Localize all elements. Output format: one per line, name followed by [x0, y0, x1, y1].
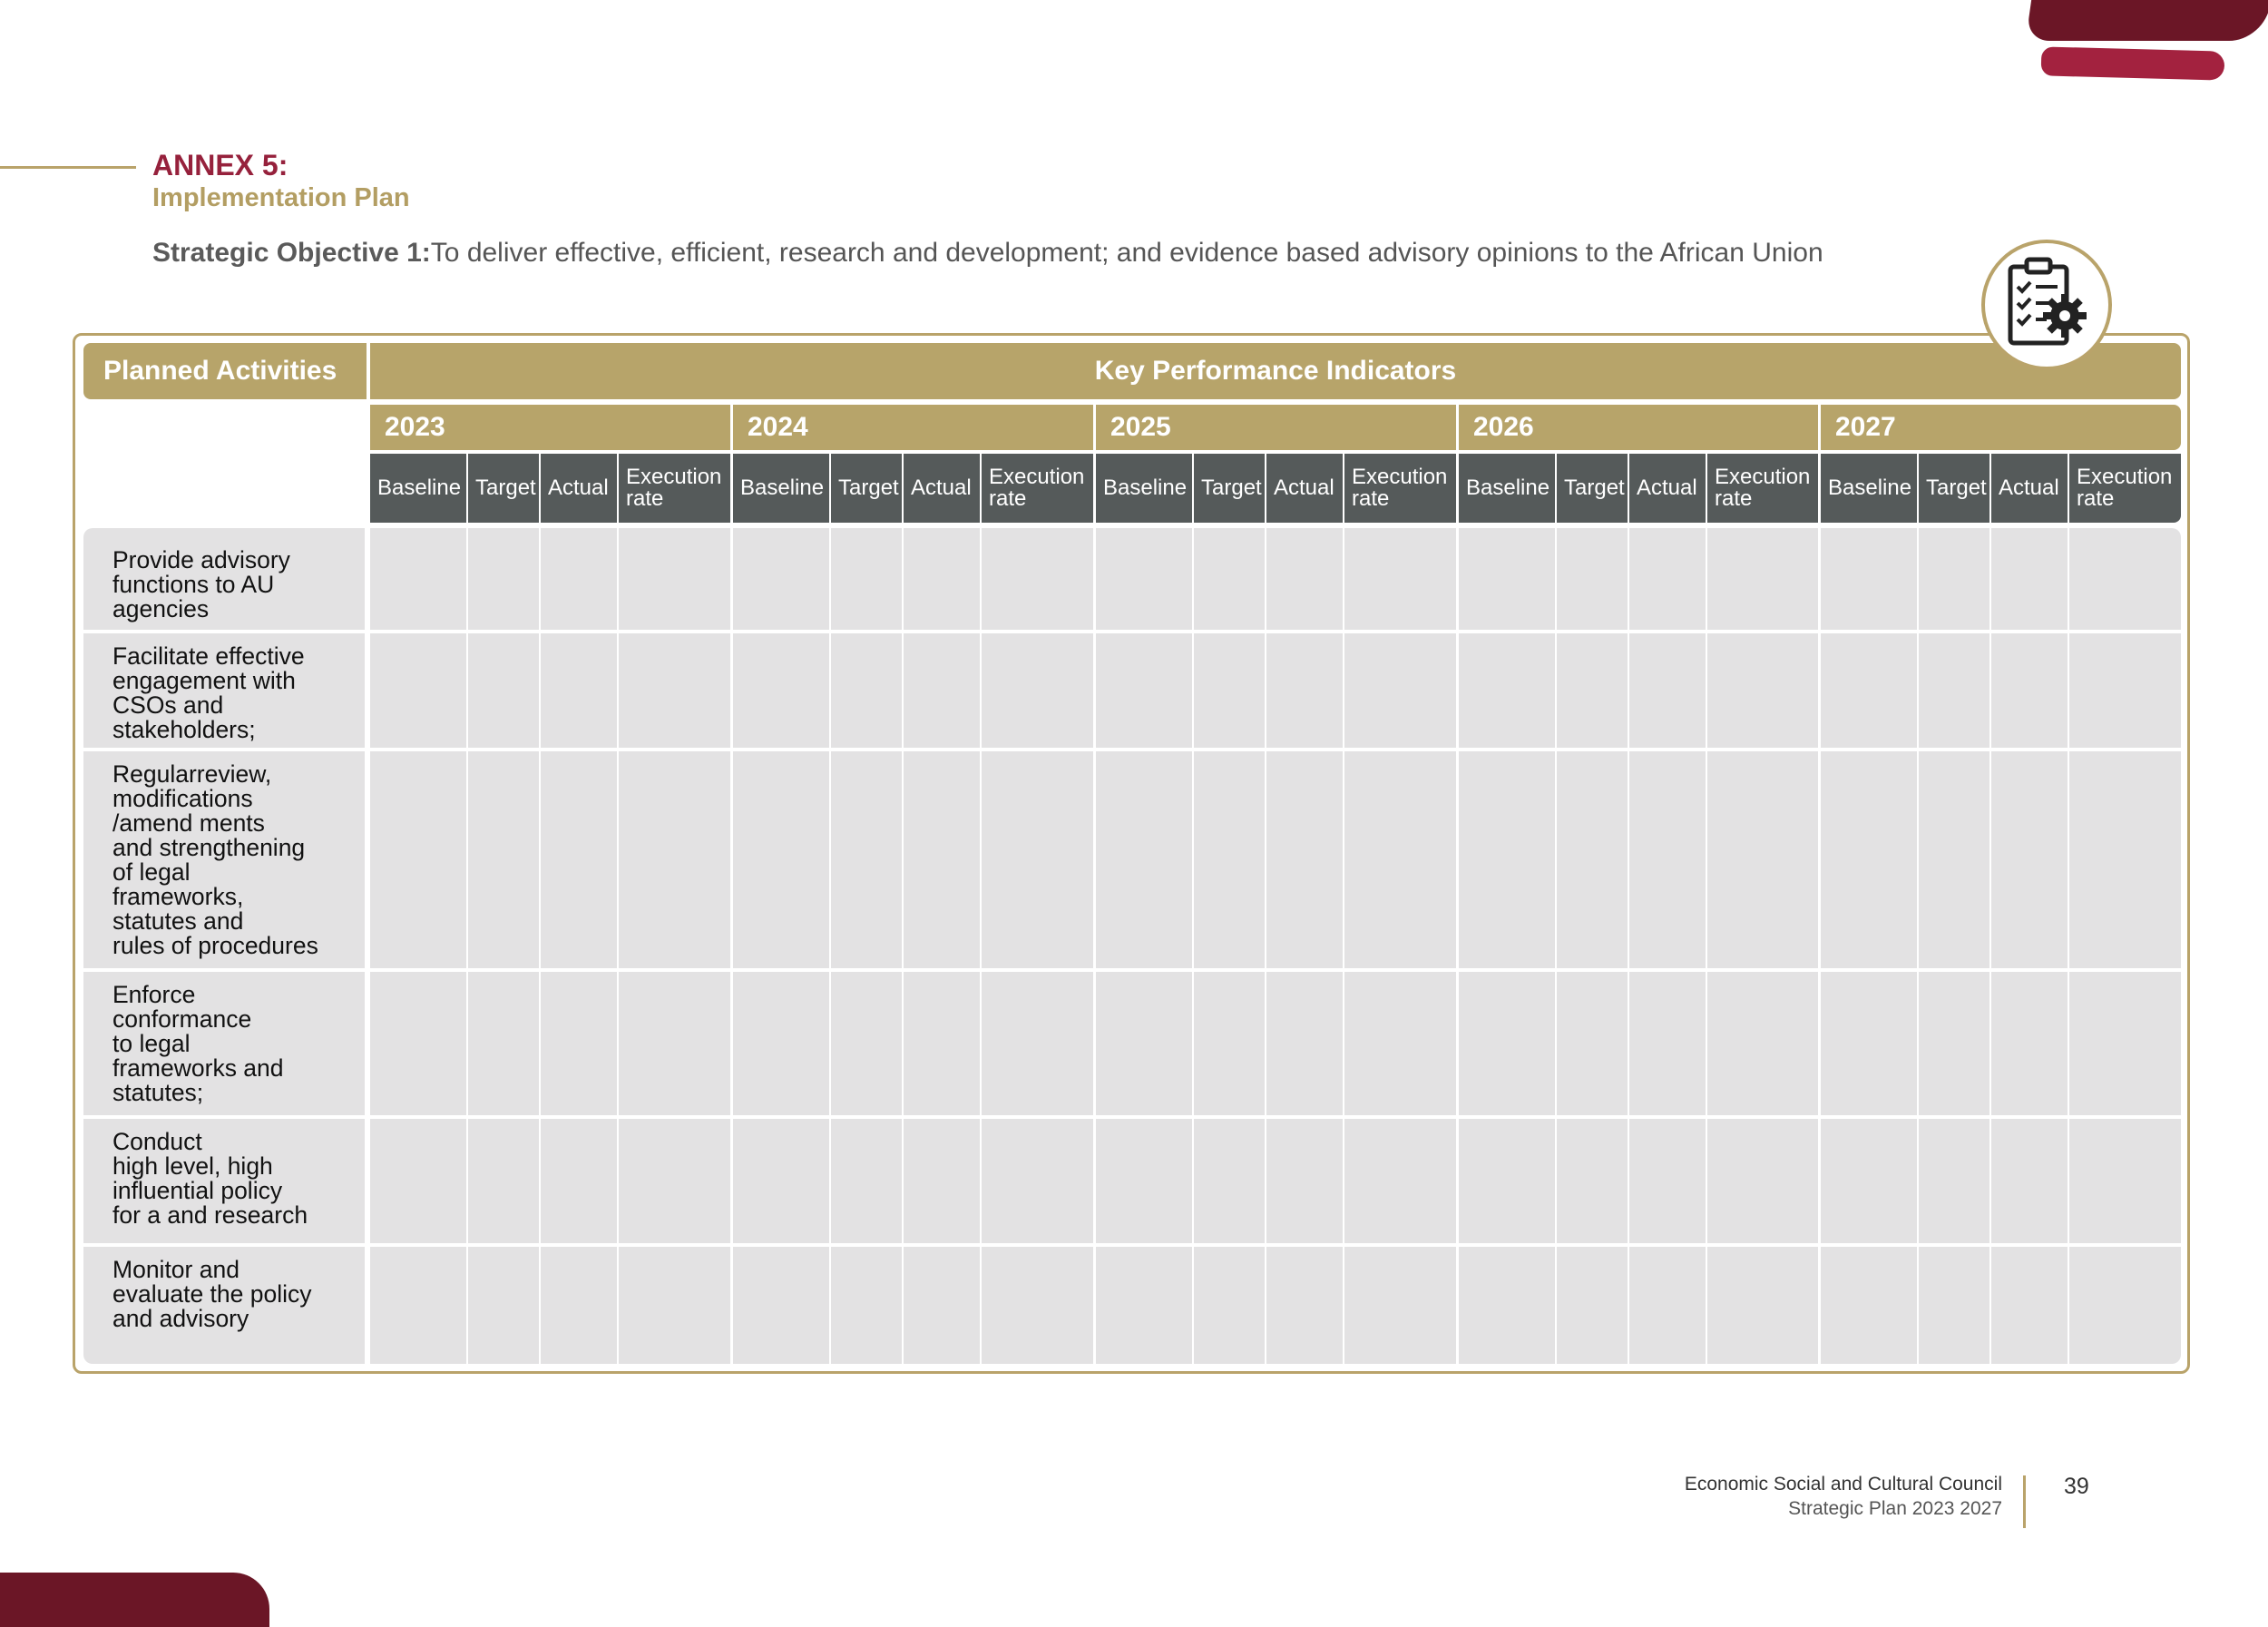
subheader-label: Baseline [1466, 475, 1550, 500]
kpi-data-cell [541, 528, 617, 630]
kpi-data-cell [619, 528, 730, 630]
kpi-data-cell [1557, 1119, 1628, 1243]
kpi-data-cell [1459, 633, 1555, 748]
kpi-data-cell [1096, 528, 1192, 630]
kpi-data-cell [1629, 751, 1706, 968]
kpi-data-cell [831, 528, 902, 630]
kpi-data-cell [733, 1247, 829, 1364]
subheader-label: Actual [1274, 475, 1334, 500]
kpi-data-cell [541, 633, 617, 748]
kpi-data-cell [1991, 1119, 2068, 1243]
kpi-data-cell [1096, 972, 1192, 1115]
kpi-data-cell [1821, 751, 1917, 968]
kpi-data-cell [541, 1247, 617, 1364]
objective-label: Strategic Objective 1: [152, 238, 431, 268]
strategic-objective [152, 238, 1823, 269]
kpi-data-cell [619, 633, 730, 748]
kpi-data-cell [1459, 972, 1555, 1115]
kpi-data-cell [370, 1119, 466, 1243]
subheader-label: Actual [1999, 475, 2059, 500]
kpi-data-cell [541, 751, 617, 968]
planned-activity-cell: Provide advisory functions to AU agencies [83, 528, 365, 630]
kpi-data-cell [468, 751, 539, 968]
year-header: 2026 [1459, 405, 1818, 450]
subheader-label: Baseline [740, 475, 825, 500]
subheader-actual [904, 454, 980, 523]
kpi-data-cell [1266, 972, 1343, 1115]
kpi-data-cell [1919, 1247, 1989, 1364]
year-header: 2023 [370, 405, 730, 450]
kpi-data-cell [541, 972, 617, 1115]
objective-text: To deliver effective, efficient, research and development; and evidence based advisory opinions to the African Union [430, 238, 1823, 268]
kpi-data-cell [2069, 751, 2181, 968]
kpi-data-cell [831, 633, 902, 748]
subheader-target [1919, 454, 1989, 523]
kpi-data-cell [1707, 633, 1818, 748]
subheader-label: Target [838, 475, 899, 500]
kpi-data-cell [1821, 528, 1917, 630]
kpi-data-cell [733, 972, 829, 1115]
kpi-data-cell [619, 972, 730, 1115]
kpi-data-cell [1194, 633, 1265, 748]
subheader-actual [541, 454, 617, 523]
kpi-data-cell [982, 528, 1093, 630]
kpi-data-cell [1096, 1247, 1192, 1364]
kpi-data-cell [1557, 528, 1628, 630]
subheader-label: Execution rate [1352, 465, 1448, 511]
subheader-label: Baseline [377, 475, 462, 500]
kpi-data-cell [831, 1247, 902, 1364]
footer-divider [2023, 1475, 2026, 1528]
subheader-execution-rate [1707, 454, 1818, 523]
subheader-target [1557, 454, 1628, 523]
kpi-data-cell [982, 1119, 1093, 1243]
planned-activity-cell: Regularreview, modifications /amend ments and strengthening of legal frameworks, statutes and rules of procedures [83, 751, 365, 968]
kpi-data-cell [1194, 528, 1265, 630]
decorative-brush-top [2026, 0, 2268, 41]
kpi-data-cell [370, 528, 466, 630]
planned-activity-cell: Monitor and evaluate the policy and advisory [83, 1247, 365, 1364]
annex-subtitle: Implementation Plan [152, 183, 410, 212]
subheader-actual [1629, 454, 1706, 523]
page-number: 39 [2064, 1474, 2089, 1499]
kpi-data-cell [904, 1119, 980, 1243]
kpi-data-cell [1707, 1247, 1818, 1364]
kpi-data-cell [1919, 633, 1989, 748]
kpi-data-cell [370, 972, 466, 1115]
kpi-data-cell [982, 633, 1093, 748]
kpi-data-cell [619, 751, 730, 968]
kpi-data-cell [1344, 751, 1456, 968]
subheader-baseline [370, 454, 466, 523]
subheader-label: Target [1564, 475, 1625, 500]
kpi-data-cell [1459, 1247, 1555, 1364]
subheader-label: Target [475, 475, 536, 500]
kpi-data-cell [1991, 972, 2068, 1115]
kpi-data-cell [1344, 972, 1456, 1115]
kpi-data-cell [1194, 1119, 1265, 1243]
kpi-data-cell [1821, 1247, 1917, 1364]
subheader-label: Target [1201, 475, 1262, 500]
kpi-data-cell [1821, 1119, 1917, 1243]
subheader-execution-rate [982, 454, 1093, 523]
kpi-data-cell [1266, 528, 1343, 630]
kpi-data-cell [1344, 528, 1456, 630]
subheader-baseline [733, 454, 829, 523]
footer-organization: Economic Social and Cultural Council [1684, 1474, 2002, 1495]
kpi-data-cell [733, 633, 829, 748]
year-header: 2025 [1096, 405, 1456, 450]
kpi-data-cell [1096, 633, 1192, 748]
kpi-data-cell [1266, 751, 1343, 968]
kpi-data-cell [468, 1247, 539, 1364]
kpi-data-cell [1629, 972, 1706, 1115]
year-header: 2027 [1821, 405, 2181, 450]
annex-title: ANNEX 5: [152, 149, 288, 181]
kpi-data-cell [1629, 1247, 1706, 1364]
kpi-data-cell [619, 1247, 730, 1364]
kpi-data-cell [1096, 751, 1192, 968]
kpi-data-cell [831, 751, 902, 968]
kpi-data-cell [1557, 972, 1628, 1115]
kpi-data-cell [1629, 1119, 1706, 1243]
kpi-data-cell [1821, 972, 1917, 1115]
subheader-execution-rate [2069, 454, 2181, 523]
kpi-data-cell [541, 1119, 617, 1243]
kpi-data-cell [1991, 751, 2068, 968]
kpi-data-cell [2069, 972, 2181, 1115]
kpi-data-cell [904, 972, 980, 1115]
kpi-data-cell [982, 751, 1093, 968]
kpi-data-cell [468, 633, 539, 748]
subheader-baseline [1096, 454, 1192, 523]
kpi-data-cell [1991, 633, 2068, 748]
planned-activity-cell: Enforce conformance to legal frameworks and statutes; [83, 972, 365, 1115]
kpi-data-cell [1096, 1119, 1192, 1243]
kpi-data-cell [1821, 633, 1917, 748]
footer-plan-title: Strategic Plan 2023 2027 [1788, 1498, 2002, 1519]
year-header: 2024 [733, 405, 1093, 450]
decorative-brush-top-accent [2041, 46, 2225, 80]
subheader-label: Execution rate [626, 465, 722, 511]
subheader-label: Execution rate [1715, 465, 1811, 511]
kpi-data-cell [733, 528, 829, 630]
subheader-label: Actual [1637, 475, 1697, 500]
subheader-target [468, 454, 539, 523]
kpi-data-cell [1194, 972, 1265, 1115]
kpi-data-cell [1459, 751, 1555, 968]
subheader-target [831, 454, 902, 523]
kpi-data-cell [1707, 528, 1818, 630]
subheader-label: Actual [548, 475, 609, 500]
kpi-data-cell [982, 1247, 1093, 1364]
clipboard-checklist-gear-icon [1981, 240, 2112, 370]
kpi-data-cell [1459, 1119, 1555, 1243]
subheader-baseline [1821, 454, 1917, 523]
kpi-data-cell [1707, 972, 1818, 1115]
kpi-data-cell [1919, 972, 1989, 1115]
kpi-data-cell [1266, 1247, 1343, 1364]
kpi-data-cell [1557, 633, 1628, 748]
kpi-data-cell [831, 1119, 902, 1243]
kpi-data-cell [904, 1247, 980, 1364]
kpi-data-cell [1629, 528, 1706, 630]
kpi-data-cell [1344, 1119, 1456, 1243]
kpi-data-cell [1344, 633, 1456, 748]
kpi-data-cell [2069, 633, 2181, 748]
subheader-actual [1266, 454, 1343, 523]
kpi-data-cell [1629, 633, 1706, 748]
kpi-data-cell [904, 633, 980, 748]
kpi-data-cell [1919, 751, 1989, 968]
kpi-data-cell [468, 528, 539, 630]
kpi-data-cell [2069, 1119, 2181, 1243]
kpi-data-cell [1194, 1247, 1265, 1364]
subheader-execution-rate [1344, 454, 1456, 523]
subheader-execution-rate [619, 454, 730, 523]
kpi-data-cell [468, 1119, 539, 1243]
kpi-data-cell [1266, 633, 1343, 748]
kpi-data-cell [1991, 528, 2068, 630]
kpi-data-cell [370, 633, 466, 748]
subheader-actual [1991, 454, 2068, 523]
subheader-label: Execution rate [989, 465, 1085, 511]
kpi-data-cell [468, 972, 539, 1115]
kpi-data-cell [831, 972, 902, 1115]
kpi-data-cell [2069, 1247, 2181, 1364]
kpi-data-cell [1919, 1119, 1989, 1243]
kpi-header: Key Performance Indicators [370, 343, 2181, 399]
planned-activity-cell: Facilitate effective engagement with CSOs and stakeholders; [83, 633, 365, 748]
kpi-data-cell [1194, 751, 1265, 968]
kpi-data-cell [733, 751, 829, 968]
kpi-data-cell [1707, 1119, 1818, 1243]
subheader-target [1194, 454, 1265, 523]
kpi-data-cell [1557, 1247, 1628, 1364]
kpi-data-cell [1919, 528, 1989, 630]
kpi-data-cell [1557, 751, 1628, 968]
kpi-data-cell [1707, 751, 1818, 968]
kpi-data-cell [619, 1119, 730, 1243]
subheader-label: Baseline [1828, 475, 1912, 500]
kpi-data-cell [733, 1119, 829, 1243]
subheader-label: Baseline [1103, 475, 1188, 500]
planned-activities-header: Planned Activities [83, 343, 367, 399]
kpi-data-cell [1344, 1247, 1456, 1364]
kpi-data-cell [1459, 528, 1555, 630]
heading-rule [0, 166, 136, 169]
decorative-brush-bottom [0, 1573, 269, 1627]
kpi-data-cell [1991, 1247, 2068, 1364]
subheader-label: Execution rate [2077, 465, 2173, 511]
subheader-label: Actual [911, 475, 972, 500]
subheader-baseline [1459, 454, 1555, 523]
planned-activity-cell: Conduct high level, high influential policy for a and research [83, 1119, 365, 1243]
kpi-data-cell [982, 972, 1093, 1115]
kpi-data-cell [370, 751, 466, 968]
kpi-data-cell [904, 528, 980, 630]
kpi-data-cell [2069, 528, 2181, 630]
kpi-data-cell [370, 1247, 466, 1364]
kpi-data-cell [904, 751, 980, 968]
kpi-data-cell [1266, 1119, 1343, 1243]
subheader-label: Target [1926, 475, 1987, 500]
